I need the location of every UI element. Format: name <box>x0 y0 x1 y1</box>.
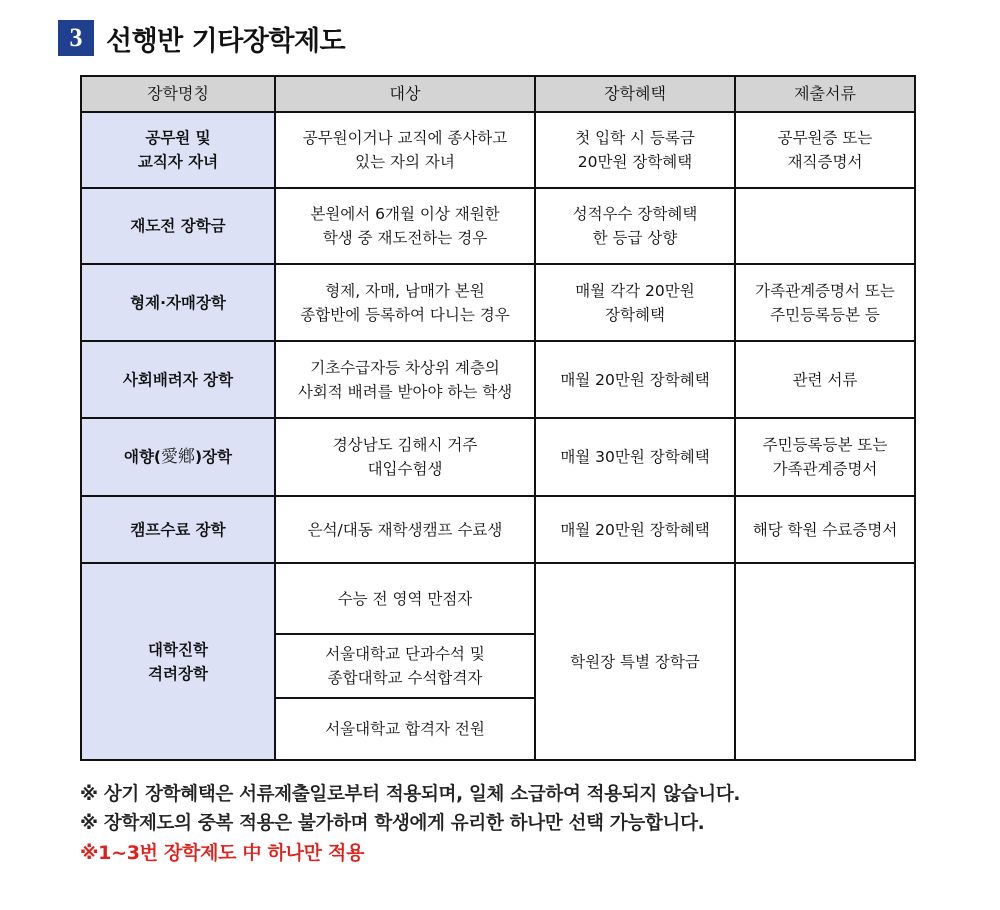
benefit-cell <box>535 496 735 563</box>
table-row <box>81 418 915 496</box>
target-line: 수능 전 영역 만점자 <box>337 589 473 608</box>
table-row <box>81 112 915 188</box>
section-heading <box>58 18 345 58</box>
docs-cell <box>735 563 915 760</box>
target-line: 대입수험생 <box>367 460 443 478</box>
benefit-line: 매월 각각 20만원 <box>575 281 695 300</box>
note-highlight: ※1~3번 장학제도 中 하나만 적용 <box>80 842 365 864</box>
scholarship-name-cell <box>81 418 275 496</box>
target-line: 공무원이거나 교직에 종사하고 <box>302 129 508 147</box>
name-line: 대학진학 <box>148 640 208 659</box>
note-line: ※ 상기 장학혜택은 서류제출일로부터 적용되며, 일체 소급하여 적용되지 않습니다. <box>80 784 741 805</box>
note-line: ※ 장학제도의 중복 적용은 불가하며 학생에게 유리한 하나만 선택 가능합니다. <box>80 813 705 834</box>
name-line: 형제·자매장학 <box>130 293 226 312</box>
name-line: 캠프수료 장학 <box>130 520 226 539</box>
docs-line: 가족관계증명서 <box>772 460 878 478</box>
target-line: 본원에서 6개월 이상 재원한 <box>310 205 500 223</box>
target-cell <box>275 563 535 634</box>
scholarship-name-cell <box>81 496 275 563</box>
table-row <box>81 264 915 341</box>
notes <box>80 780 740 868</box>
scholarship-name-cell <box>81 341 275 418</box>
target-cell <box>275 341 535 418</box>
docs-line: 가족관계증명서 또는 <box>755 281 895 300</box>
scholarship-name-cell <box>81 112 275 188</box>
target-line: 은석/대동 재학생캠프 수료생 <box>307 520 503 539</box>
target-line: 있는 자의 자녀 <box>355 153 455 171</box>
benefit-line: 매월 20만원 장학혜택 <box>560 370 710 389</box>
benefit-line: 매월 30만원 장학혜택 <box>560 448 710 466</box>
table-header-row <box>81 76 915 112</box>
target-cell <box>275 698 535 760</box>
target-cell <box>275 112 535 188</box>
table-row <box>81 341 915 418</box>
target-line: 종합반에 등록하여 다니는 경우 <box>300 305 510 324</box>
name-line: 격려장학 <box>148 664 208 683</box>
table-row <box>81 188 915 264</box>
docs-line: 관련 서류 <box>792 370 858 389</box>
target-cell <box>275 264 535 341</box>
header-cell: 대상 <box>275 76 535 112</box>
benefit-line: 첫 입학 시 등록금 <box>575 129 695 147</box>
name-hanja: 愛鄕 <box>161 447 195 467</box>
scholarship-name-cell <box>81 264 275 341</box>
table-row <box>81 563 915 634</box>
docs-cell <box>735 341 915 418</box>
name-line: 교직자 자녀 <box>137 153 219 171</box>
target-line: 사회적 배려를 받아야 하는 학생 <box>297 382 513 401</box>
docs-line: 재직증명서 <box>787 153 863 171</box>
benefit-line: 한 등급 상향 <box>592 229 678 247</box>
section-number-badge: 3 <box>58 20 94 56</box>
name-line: 재도전 장학금 <box>130 217 226 235</box>
section-title: 선행반 기타장학제도 <box>106 25 346 57</box>
benefit-cell <box>535 264 735 341</box>
benefit-line: 장학혜택 <box>605 305 665 324</box>
target-cell <box>275 634 535 698</box>
header-cell: 장학혜택 <box>535 76 735 112</box>
name-line: 공무원 및 <box>145 129 211 147</box>
name-text: 애향( <box>123 448 161 466</box>
target-line: 기초수급자등 차상위 계층의 <box>310 358 500 377</box>
target-cell <box>275 496 535 563</box>
benefit-cell <box>535 188 735 264</box>
target-line: 학생 중 재도전하는 경우 <box>322 229 488 247</box>
target-line: 종합대학교 수석합격자 <box>327 669 483 687</box>
docs-line: 주민등록등본 등 <box>770 305 880 324</box>
docs-cell <box>735 496 915 563</box>
header-cell: 장학명칭 <box>81 76 275 112</box>
target-cell <box>275 188 535 264</box>
docs-cell <box>735 264 915 341</box>
benefit-line: 20만원 장학혜택 <box>577 153 693 171</box>
scholarship-name-cell <box>81 188 275 264</box>
name-text: )장학 <box>195 448 233 466</box>
target-line: 형제, 자매, 남매가 본원 <box>325 281 485 300</box>
scholarship-table <box>80 75 916 761</box>
docs-cell <box>735 188 915 264</box>
docs-line: 주민등록등본 또는 <box>762 436 888 454</box>
docs-line: 공무원증 또는 <box>777 129 873 147</box>
scholarship-name-cell <box>81 563 275 760</box>
benefit-line: 매월 20만원 장학혜택 <box>560 520 710 539</box>
benefit-cell: 학원장 특별 장학금 <box>535 563 735 760</box>
header-cell: 제출서류 <box>735 76 915 112</box>
target-line: 서울대학교 단과수석 및 <box>325 645 485 663</box>
docs-cell <box>735 418 915 496</box>
benefit-cell <box>535 418 735 496</box>
name-line: 사회배려자 장학 <box>122 370 234 389</box>
docs-cell <box>735 112 915 188</box>
target-line: 서울대학교 합격자 전원 <box>325 720 485 738</box>
benefit-line: 성적우수 장학혜택 <box>572 205 698 223</box>
target-line: 경상남도 김해시 거주 <box>332 436 478 454</box>
docs-line: 해당 학원 수료증명서 <box>752 520 898 539</box>
table-row <box>81 496 915 563</box>
target-cell <box>275 418 535 496</box>
benefit-cell <box>535 341 735 418</box>
benefit-cell <box>535 112 735 188</box>
